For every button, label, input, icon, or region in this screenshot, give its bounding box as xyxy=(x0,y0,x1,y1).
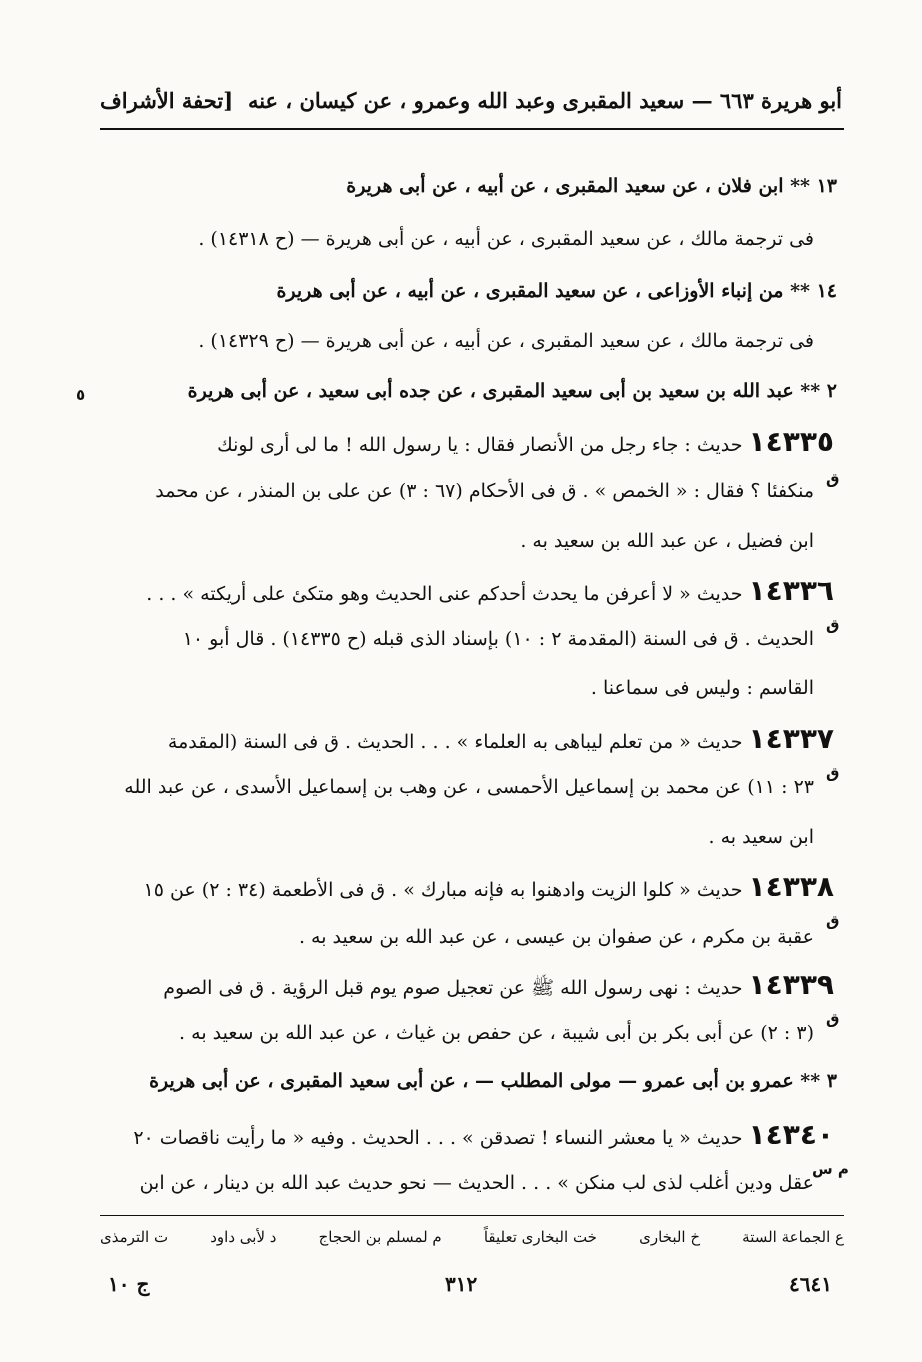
text-line: فى ترجمة مالك ، عن سعيد المقبرى ، عن أبيه ، عن أبى هريرة — (ح ١٤٣١٨) . xyxy=(198,228,814,250)
section-heading: ٢ ** عبد الله بن سعيد بن أبى سعيد المقبرى ، عن جده أبى سعيد ، عن أبى هريرة xyxy=(187,380,837,402)
hadith-text: حديث « كلوا الزيت وادهنوا به فإنه مبارك » . ق فى الأطعمة (٣٤ : ٢) عن ١٥ xyxy=(143,879,743,901)
header-book-title: [تحفة الأشراف xyxy=(100,88,234,113)
hadith-line xyxy=(163,968,834,1004)
text-line: ابن فضيل ، عن عبد الله بن سعيد به . xyxy=(520,530,814,552)
section-heading: ١٤ ** من إنباء الأوزاعى ، عن سعيد المقبرى ، عن أبيه ، عن أبى هريرة xyxy=(276,280,837,302)
text-line: الحديث . ق فى السنة (المقدمة ٢ : ١٠) بإسناد الذى قبله (ح ١٤٣٣٥) . قال أبو ١٠ xyxy=(182,628,814,650)
text-line: ٢٣ : ١١) عن محمد بن إسماعيل الأحمسى ، عن وهب بن إسماعيل الأسدى ، عن عبد الله xyxy=(124,776,814,798)
abbreviation-key xyxy=(100,1228,844,1246)
text-line: القاسم : وليس فى سماعنا . xyxy=(590,677,814,699)
text-line: فى ترجمة مالك ، عن سعيد المقبرى ، عن أبيه ، عن أبى هريرة — (ح ١٤٣٢٩) . xyxy=(198,330,814,352)
book-siglum: ق xyxy=(826,764,840,782)
text-line: عقل ودين أغلب لذى لب منكن » . . . الحديث — نحو حديث عبد الله بن دينار ، عن ابن xyxy=(139,1172,814,1194)
abbreviation-item: خت البخارى تعليقاً xyxy=(483,1228,597,1246)
abbreviation-item: ت الترمذى xyxy=(100,1228,169,1246)
abbreviation-item: م لمسلم بن الحجاج xyxy=(318,1228,442,1246)
hadith-number: ١٤٣٣٨ xyxy=(748,870,834,903)
text-line: ابن سعيد به . xyxy=(708,826,814,848)
hadith-number: ١٤٣٤٠ xyxy=(748,1118,834,1151)
hadith-number: ١٤٣٣٧ xyxy=(748,722,834,755)
hadith-text: حديث : جاء رجل من الأنصار فقال : يا رسول الله ! ما لى أرى لونك xyxy=(217,434,743,456)
hadith-number: ١٤٣٣٦ xyxy=(748,574,834,607)
header-title: أبو هريرة ٦٦٣ — سعيد المقبرى وعبد الله وعمرو ، عن كيسان ، عنه xyxy=(247,88,842,113)
page-number: ٣١٢ xyxy=(445,1272,478,1296)
hadith-text: حديث : نهى رسول الله ﷺ عن تعجيل صوم يوم قبل الرؤية . ق فى الصوم xyxy=(163,977,743,999)
hadith-line xyxy=(133,1118,834,1151)
hadith-line xyxy=(168,722,834,755)
abbreviation-item: د لأبى داود xyxy=(210,1228,277,1246)
volume-number: ج ١٠ xyxy=(108,1272,150,1296)
line-number-marker: ٥ xyxy=(76,386,86,404)
abbreviation-item: ع الجماعة الستة xyxy=(742,1228,844,1246)
book-siglum: ق xyxy=(826,470,840,488)
hadith-number: ١٤٣٣٩ xyxy=(748,968,834,1001)
book-siglum: م س xyxy=(812,1160,849,1178)
text-line: منكفئا ؟ فقال : « الخمص » . ق فى الأحكام (٦٧ : ٣) عن على بن المنذر ، عن محمد xyxy=(155,480,814,502)
hadith-line xyxy=(146,574,834,607)
hadith-line xyxy=(143,870,834,903)
hadith-text: حديث « من تعلم ليباهى به العلماء » . . . الحديث . ق فى السنة (المقدمة xyxy=(167,731,743,753)
text-line: عقبة بن مكرم ، عن صفوان بن عيسى ، عن عبد الله بن سعيد به . xyxy=(298,926,814,948)
footer-rule xyxy=(100,1215,844,1216)
hadith-text: حديث « لا أعرفن ما يحدث أحدكم عنى الحديث وهو متكئ على أريكته » . . . xyxy=(146,583,743,605)
section-heading: ١٣ ** ابن فلان ، عن سعيد المقبرى ، عن أبيه ، عن أبى هريرة xyxy=(346,175,837,197)
header-rule xyxy=(100,128,844,130)
book-siglum: ق xyxy=(826,1010,840,1028)
hadith-text: حديث « يا معشر النساء ! تصدقن » . . . الحديث . وفيه « ما رأيت ناقصات ٢٠ xyxy=(133,1127,743,1149)
book-siglum: ق xyxy=(826,616,840,634)
hadith-index-number: ٤٦٤١ xyxy=(789,1272,832,1296)
hadith-line xyxy=(217,425,834,458)
book-siglum: ق xyxy=(826,912,840,930)
hadith-number: ١٤٣٣٥ xyxy=(748,425,834,458)
page-header xyxy=(100,88,842,122)
text-line: (٣ : ٢) عن أبى بكر بن أبى شيبة ، عن حفص بن غياث ، عن عبد الله بن سعيد به . xyxy=(179,1022,814,1044)
abbreviation-item: خ البخارى xyxy=(639,1228,701,1246)
section-heading: ٣ ** عمرو بن أبى عمرو — مولى المطلب — ، عن أبى سعيد المقبرى ، عن أبى هريرة xyxy=(149,1070,837,1092)
